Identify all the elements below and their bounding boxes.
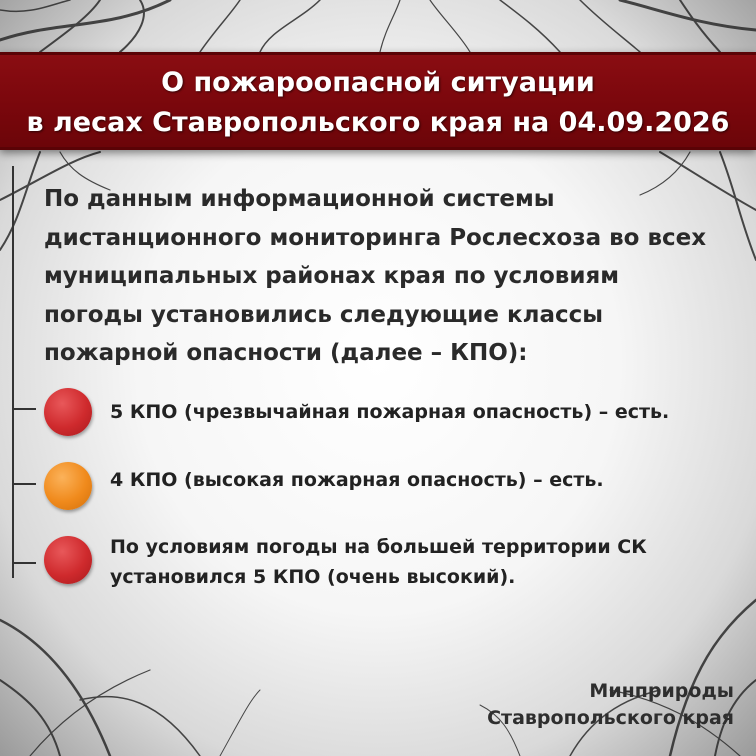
intro-line: погоды установились следующие классы bbox=[44, 301, 604, 328]
red-circle-icon bbox=[44, 388, 92, 436]
bracket-line bbox=[12, 166, 14, 578]
list-item-text: По условиям погоды на большей территории СК установился 5 КПО (очень высокий). bbox=[110, 536, 647, 588]
intro-line: пожарной опасности (далее – КПО): bbox=[44, 340, 528, 366]
list-item-text: 5 КПО (чрезвычайная пожарная опасность) – есть. bbox=[110, 401, 670, 423]
intro-line: муниципальных районах края по условиям bbox=[44, 263, 620, 289]
footer-source bbox=[487, 678, 734, 732]
intro-line: По данным информационной системы bbox=[44, 186, 555, 212]
title-banner bbox=[0, 52, 756, 150]
list-item-text: 4 КПО (высокая пожарная опасность) – есть. bbox=[110, 469, 604, 491]
title-line-1: О пожароопасной ситуации bbox=[161, 67, 595, 98]
orange-circle-icon bbox=[44, 462, 92, 510]
bracket-tick bbox=[12, 483, 36, 485]
bracket-tick bbox=[12, 562, 36, 564]
footer-line-1: Минприроды bbox=[589, 680, 734, 702]
intro-paragraph bbox=[44, 180, 744, 373]
bracket-tick bbox=[12, 408, 36, 410]
intro-line: дистанционного мониторинга Рослесхоза во всех bbox=[44, 224, 707, 251]
footer-line-2: Ставропольского края bbox=[487, 707, 734, 729]
red-circle-icon bbox=[44, 536, 92, 584]
title-line-2: в лесах Ставропольского края на 04.09.2026 bbox=[26, 107, 730, 138]
